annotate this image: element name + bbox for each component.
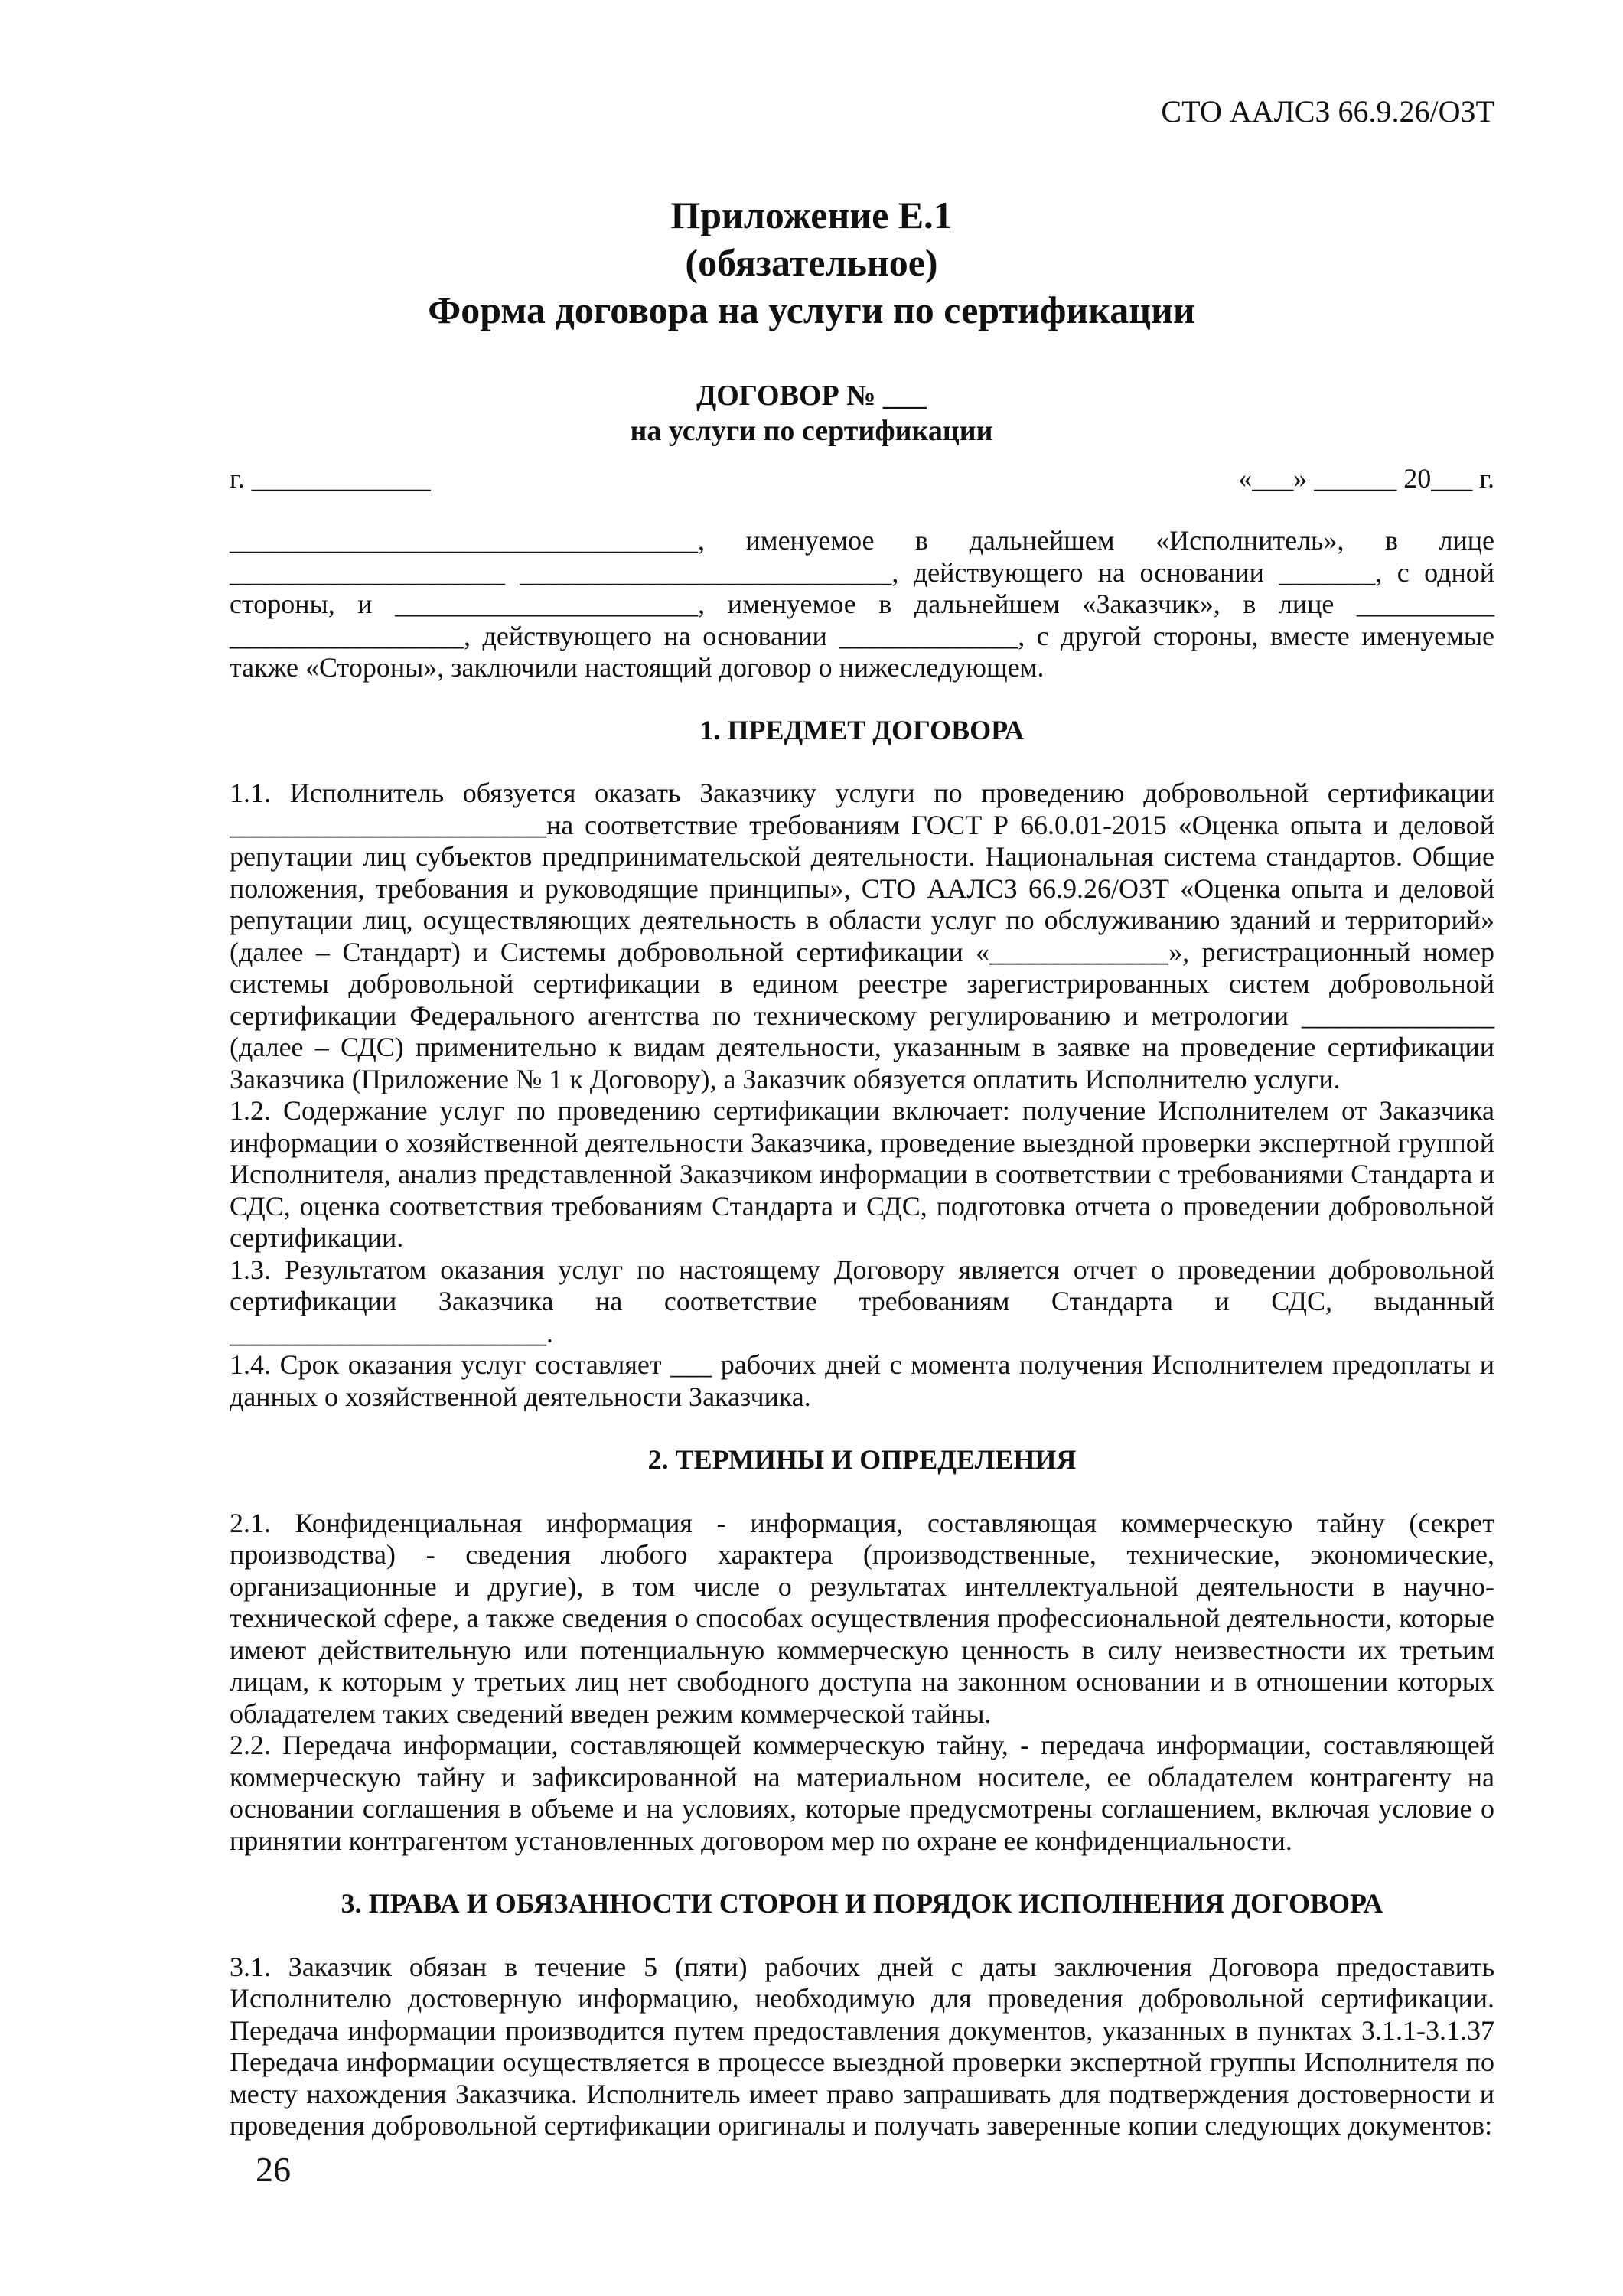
city-field: г. _____________ xyxy=(230,463,431,494)
paragraph-2-2: 2.2. Передача информации, составляющей коммерческую тайну, - передача информации, составляющей коммерческую тайну и зафиксированной на материальном носителе, ее обладателем контрагенту на основании соглашения в объеме и на условиях, которые предусмотрены соглашением, включая условие о принятии контрагентом установленных договором мер по охране ее конфиденциальности. xyxy=(230,1730,1494,1856)
contract-body xyxy=(230,525,1494,2142)
standard-code: СТО ААЛСЗ 66.9.26/ОЗТ xyxy=(1161,94,1494,129)
form-title: Форма договора на услуги по сертификации xyxy=(428,289,1195,331)
page-number: 26 xyxy=(256,2150,291,2189)
paragraph-1-2: 1.2. Содержание услуг по проведению сертификации включает: получение Исполнителем от Заказчика информации о хозяйственной деятельности Заказчика, проведение выездной проверки экспертной группой Исполнителя, анализ представленной Заказчиком информации в соответствии с требованиями Стандарта и СДС, оценка соответствия требованиям Стандарта и СДС, подготовка отчета о проведении добровольной сертификации. xyxy=(230,1095,1494,1253)
appendix-status: (обязательное) xyxy=(685,241,938,284)
section-heading: 1. ПРЕДМЕТ ДОГОВОРА xyxy=(699,714,1025,745)
paragraph-1-4: 1.4. Срок оказания услуг составляет ___ рабочих дней с момента получения Исполнителем предоплаты и данных о хозяйственной деятельности Заказчика. xyxy=(230,1349,1494,1412)
paragraph-1-3: 1.3. Результатом оказания услуг по настоящему Договору является отчет о проведении добровольной сертификации Заказчика на соответствие требованиям Стандарта и СДС, выданный _______________________. xyxy=(230,1254,1494,1349)
preamble-paragraph: __________________________________, именуемое в дальнейшем «Исполнитель», в лице ____________________ ___________________________, действующего на основании _______, с одной стороны, и ______________________, именуемое в дальнейшем «Заказчик», в лице __________ _________________, действующего на основании _____________, с другой стороны, вместе именуемые также «Стороны», заключили настоящий договор о нижеследующем. xyxy=(230,525,1494,683)
appendix-title: Приложение Е.1 xyxy=(670,194,953,236)
section-heading: 3. ПРАВА И ОБЯЗАННОСТИ СТОРОН И ПОРЯДОК ИСПОЛНЕНИЯ ДОГОВОРА xyxy=(341,1888,1383,1919)
paragraph-3-1: 3.1. Заказчик обязан в течение 5 (пяти) рабочих дней с даты заключения Договора предоставить Исполнителю достоверную информацию, необходимую для проведения добровольной сертификации. Передача информации производится путем предоставления документов, указанных в пунктах 3.1.1-3.1.37 Передача информации осуществляется в процессе выездной проверки экспертной группы Исполнителя по месту нахождения Заказчика. Исполнитель имеет право запрашивать для подтверждения достоверности и проведения добровольной сертификации оригиналы и получать заверенные копии следующих документов: xyxy=(230,1951,1494,2141)
section-heading: 2. ТЕРМИНЫ И ОПРЕДЕЛЕНИЯ xyxy=(647,1444,1077,1475)
title-block xyxy=(0,191,1623,448)
contract-number: ДОГОВОР № ___ xyxy=(696,380,927,412)
date-field: «___» ______ 20___ г. xyxy=(1238,463,1494,494)
contract-subtitle: на услуги по сертификации xyxy=(630,415,993,447)
paragraph-1-1: 1.1. Исполнитель обязуется оказать Заказчику услуги по проведению добровольной сертификации _______________________на соответствие требованиям ГОСТ Р 66.0.01-2015 «Оценка опыта и деловой репутации лиц субъектов предпринимательской деятельности. Национальная система стандартов. Общие положения, требования и руководящие принципы», СТО ААЛСЗ 66.9.26/ОЗТ «Оценка опыта и деловой репутации лиц, осуществляющих деятельность в области услуг по обслуживанию зданий и территорий» (далее – Стандарт) и Системы добровольной сертификации «_____________», регистрационный номер системы добровольной сертификации в едином реестре зарегистрированных систем добровольной сертификации Федерального агентства по техническому регулированию и метрологии ______________ (далее – СДС) применительно к видам деятельности, указанным в заявке на проведение сертификации Заказчика (Приложение № 1 к Договору), а Заказчик обязуется оплатить Исполнителю услуги. xyxy=(230,778,1494,1094)
city-date-line xyxy=(230,462,1494,501)
paragraph-2-1: 2.1. Конфиденциальная информация - информация, составляющая коммерческую тайну (секрет производства) - сведения любого характера (производственные, технические, экономические, организационные и другие), в том числе о результатах интеллектуальной деятельности в научно-технической сфере, а также сведения о способах осуществления профессиональной деятельности, которые имеют действительную или потенциальную коммерческую ценность в силу неизвестности их третьим лицам, к которым у третьих лиц нет свободного доступа на законном основании и в отношении которых обладателем таких сведений введен режим коммерческой тайны. xyxy=(230,1507,1494,1729)
